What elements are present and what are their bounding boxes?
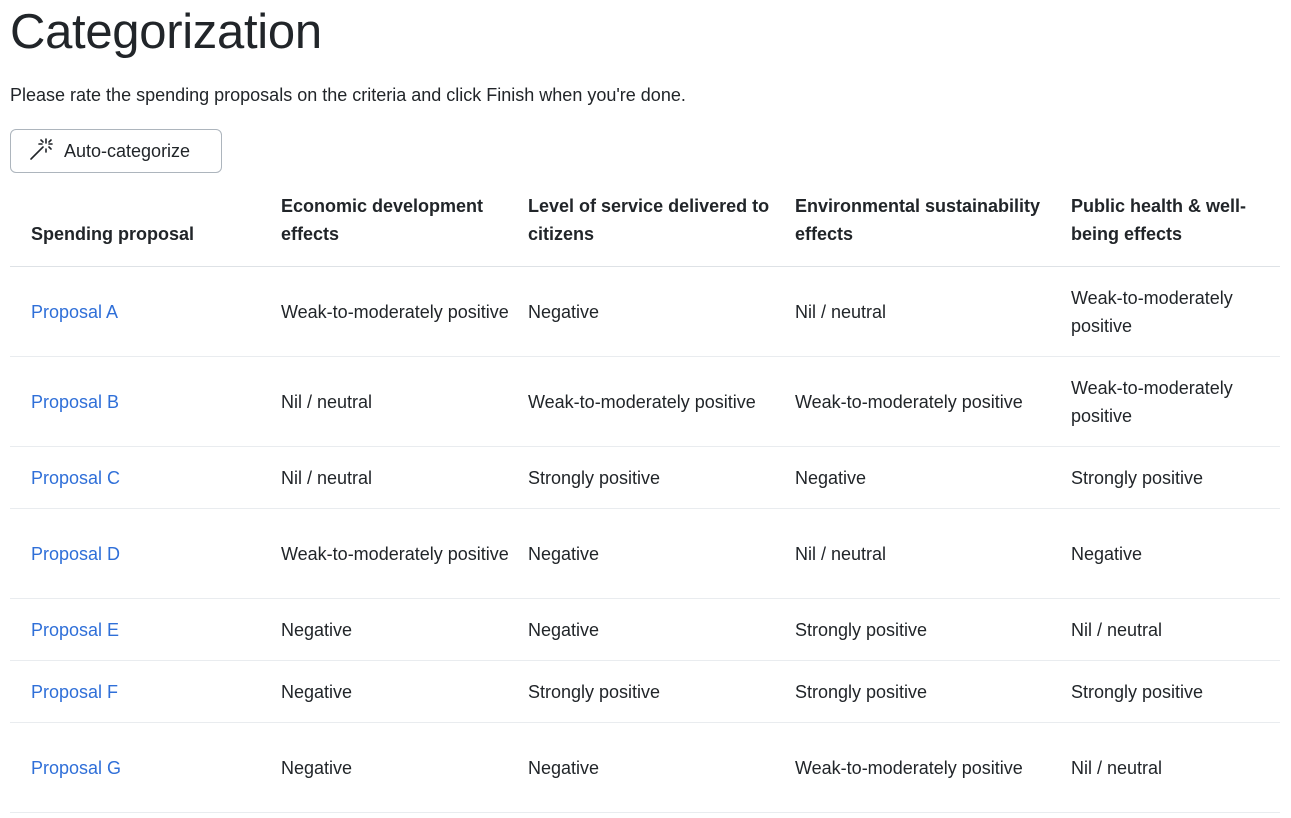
rating-cell[interactable]: Negative (795, 467, 867, 488)
rating-cell[interactable]: Weak-to-moderately positive (281, 301, 509, 322)
magic-wand-icon (28, 136, 54, 167)
proposal-link[interactable]: Proposal C (31, 467, 121, 488)
column-header-proposal: Spending proposal (31, 224, 195, 244)
auto-categorize-label: Auto-categorize (64, 140, 191, 161)
rating-cell[interactable]: Nil / neutral (281, 391, 373, 412)
table-row (10, 447, 1280, 509)
column-header-health: Public health & well-being effects (1071, 196, 1247, 244)
column-header-service: Level of service delivered to citizens (528, 196, 770, 244)
rating-cell[interactable]: Weak-to-moderately positive (281, 543, 509, 564)
proposal-link[interactable]: Proposal E (31, 619, 120, 640)
rating-cell[interactable]: Negative (528, 619, 600, 640)
proposal-link[interactable]: Proposal B (31, 391, 120, 412)
instructions-text: Please rate the spending proposals on the criteria and click Finish when you're done. (10, 85, 686, 105)
rating-cell[interactable]: Strongly positive (795, 681, 928, 702)
table-header-row (10, 188, 1280, 267)
auto-categorize-button[interactable] (10, 129, 222, 173)
rating-cell[interactable]: Negative (281, 619, 353, 640)
column-header-economic: Economic development effects (281, 196, 484, 244)
rating-cell[interactable]: Negative (281, 757, 353, 778)
page-title: Categorization (10, 5, 322, 59)
rating-cell[interactable]: Nil / neutral (1071, 619, 1163, 640)
rating-cell[interactable]: Weak-to-moderately positive (1071, 287, 1233, 336)
proposal-link[interactable]: Proposal D (31, 543, 121, 564)
rating-cell[interactable]: Nil / neutral (281, 467, 373, 488)
proposal-link[interactable]: Proposal A (31, 301, 119, 322)
rating-cell[interactable]: Negative (281, 681, 353, 702)
table-row (10, 599, 1280, 661)
rating-cell[interactable]: Weak-to-moderately positive (795, 391, 1023, 412)
proposal-link[interactable]: Proposal F (31, 681, 119, 702)
rating-cell[interactable]: Nil / neutral (1071, 757, 1163, 778)
rating-cell[interactable]: Weak-to-moderately positive (795, 757, 1023, 778)
table-row (10, 661, 1280, 723)
table-row (10, 357, 1280, 447)
rating-cell[interactable]: Strongly positive (1071, 681, 1204, 702)
rating-cell[interactable]: Weak-to-moderately positive (528, 391, 756, 412)
categorization-table (10, 188, 1280, 813)
table-row (10, 267, 1280, 357)
rating-cell[interactable]: Negative (1071, 543, 1143, 564)
rating-cell[interactable]: Weak-to-moderately positive (1071, 377, 1233, 426)
rating-cell[interactable]: Negative (528, 757, 600, 778)
table-row (10, 509, 1280, 599)
proposal-link[interactable]: Proposal G (31, 757, 122, 778)
column-header-environmental: Environmental sustainability effects (795, 196, 1041, 244)
rating-cell[interactable]: Strongly positive (528, 467, 661, 488)
rating-cell[interactable]: Negative (528, 543, 600, 564)
rating-cell[interactable]: Negative (528, 301, 600, 322)
rating-cell[interactable]: Strongly positive (528, 681, 661, 702)
rating-cell[interactable]: Strongly positive (795, 619, 928, 640)
rating-cell[interactable]: Strongly positive (1071, 467, 1204, 488)
rating-cell[interactable]: Nil / neutral (795, 301, 887, 322)
rating-cell[interactable]: Nil / neutral (795, 543, 887, 564)
table-row (10, 723, 1280, 813)
